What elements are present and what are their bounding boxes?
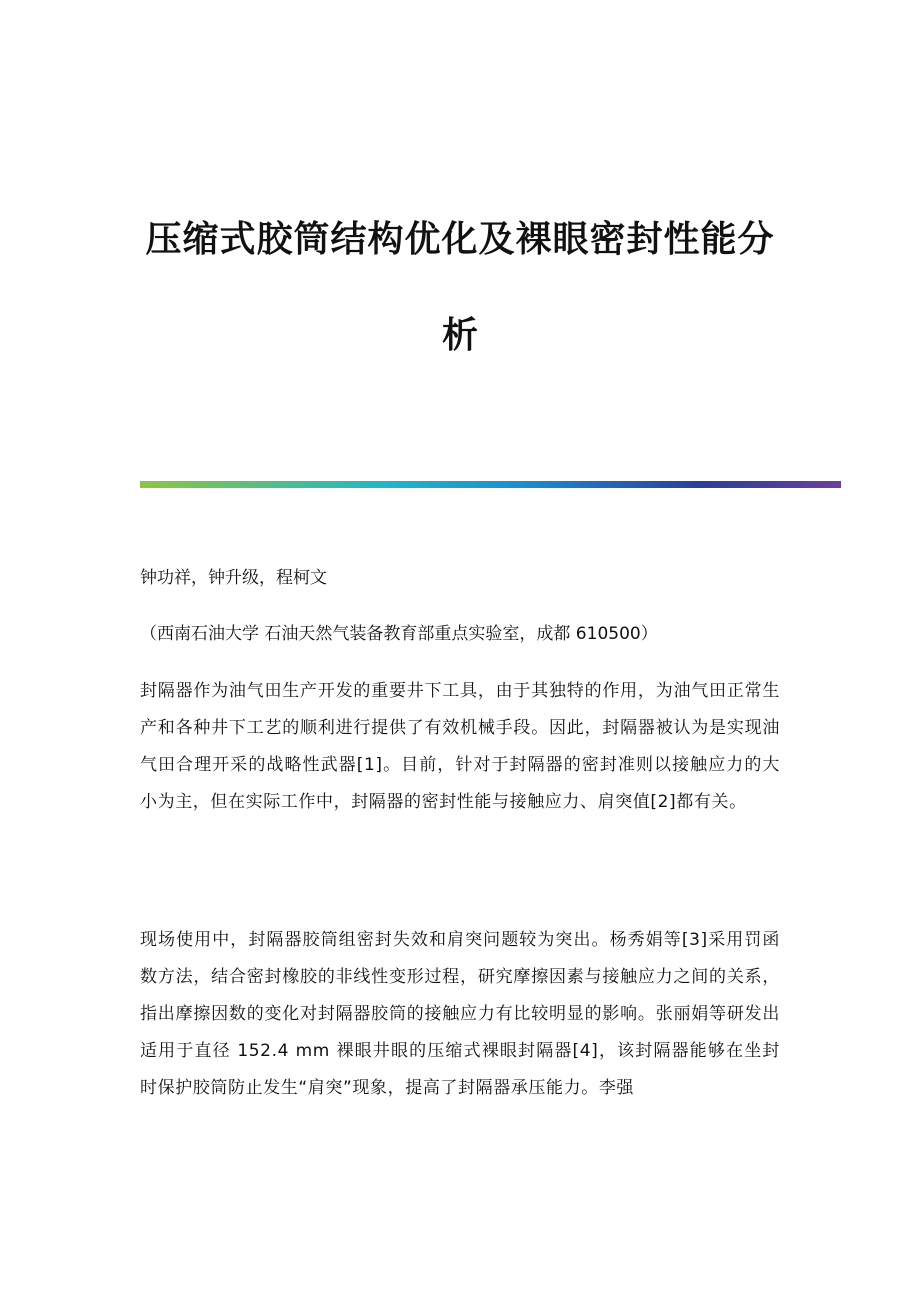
paragraph: 封隔器作为油气田生产开发的重要井下工具，由于其独特的作用，为油气田正常生产和各种井下工艺的顺利进行提供了有效机械手段。因此，封隔器被认为是实现油气田合理开采的战略性武器[1]。目前，针对于封隔器的密封准则以接触应力的大小为主，但在实际工作中，封隔器的密封性能与接触应力、肩突值[2]都有关。 (140, 681, 780, 812)
authors: 钟功祥，钟升级，程柯文 (140, 568, 327, 588)
paragraph: 现场使用中，封隔器胶筒组密封失效和肩突问题较为突出。杨秀娟等[3]采用罚函数方法，结合密封橡胶的非线性变形过程，研究摩擦因素与接触应力之间的关系，指出摩擦因数的变化对封隔器胶筒的接触应力有比较明显的影响。张丽娟等研发出适用于直径 152.4 mm 裸眼井眼的压缩式裸眼封隔器[4]，该封隔器能够在坐封时保护胶筒防止发生“肩突”现象，提高了封隔器承压能力。李强 (140, 930, 780, 1098)
title-line-1: 压缩式胶筒结构优化及裸眼密封性能分 (145, 219, 775, 260)
affiliation: （西南石油大学 石油天然气装备教育部重点实验室，成都 610500） (140, 624, 658, 644)
title-line-2: 析 (441, 315, 478, 356)
gradient-divider (140, 481, 841, 488)
